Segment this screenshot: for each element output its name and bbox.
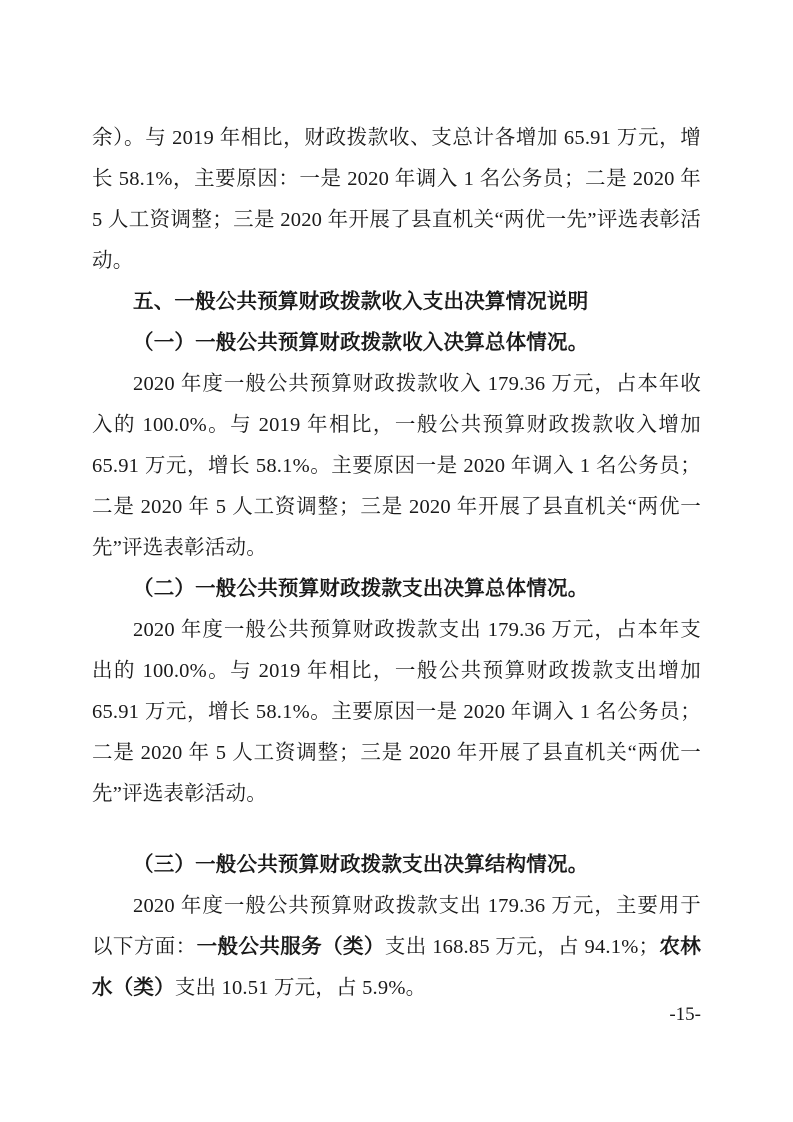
category-general-public-service-amount: 支出 168.85 万元，占 94.1%； (384, 936, 660, 958)
paragraph-income-overview: 2020 年度一般公共预算财政拨款收入 179.36 万元，占本年收入的 100.0%。与 2019 年相比，一般公共预算财政拨款收入增加 65.91 万元，增长 58.1%。主要原因一是 2020 年调入 1 名公务员；二是 2020 年 5 人工资调整；三是 2020 年开展了县直机关“两优一先”评选表彰活动。 (92, 373, 701, 559)
document-body (92, 118, 701, 1009)
spacer (92, 815, 701, 845)
category-general-public-service: 一般公共服务（类） (196, 936, 385, 958)
subheading-expenditure-structure: （三）一般公共预算财政拨款支出决算结构情况。 (133, 854, 589, 876)
structure-lead-text: 2020 年度一般公共预算财政拨款支出 179.36 万元，主要用于以下方面： (92, 895, 701, 958)
paragraph-expenditure-structure (92, 886, 701, 1009)
category-agriculture-forestry-water-amount: 支出 10.51 万元，占 5.9%。 (174, 977, 427, 999)
subheading-income-overview: （一）一般公共预算财政拨款收入决算总体情况。 (133, 332, 589, 354)
paragraph-continued: 余）。与 2019 年相比，财政拨款收、支总计各增加 65.91 万元，增长 58.1%，主要原因：一是 2020 年调入 1 名公务员；二是 2020 年 5 人工资调整；三是 2020 年开展了县直机关“两优一先”评选表彰活动。 (92, 127, 701, 272)
category-agriculture-forestry-water: 农林水（类） (92, 936, 702, 999)
page-number: -15- (669, 1004, 701, 1025)
heading-section-five: 五、一般公共预算财政拨款收入支出决算情况说明 (133, 291, 589, 313)
paragraph-expenditure-overview: 2020 年度一般公共预算财政拨款支出 179.36 万元，占本年支出的 100.0%。与 2019 年相比，一般公共预算财政拨款支出增加 65.91 万元，增长 58.1%。主要原因一是 2020 年调入 1 名公务员；二是 2020 年 5 人工资调整；三是 2020 年开展了县直机关“两优一先”评选表彰活动。 (92, 619, 701, 805)
subheading-expenditure-overview: （二）一般公共预算财政拨款支出决算总体情况。 (133, 578, 589, 600)
